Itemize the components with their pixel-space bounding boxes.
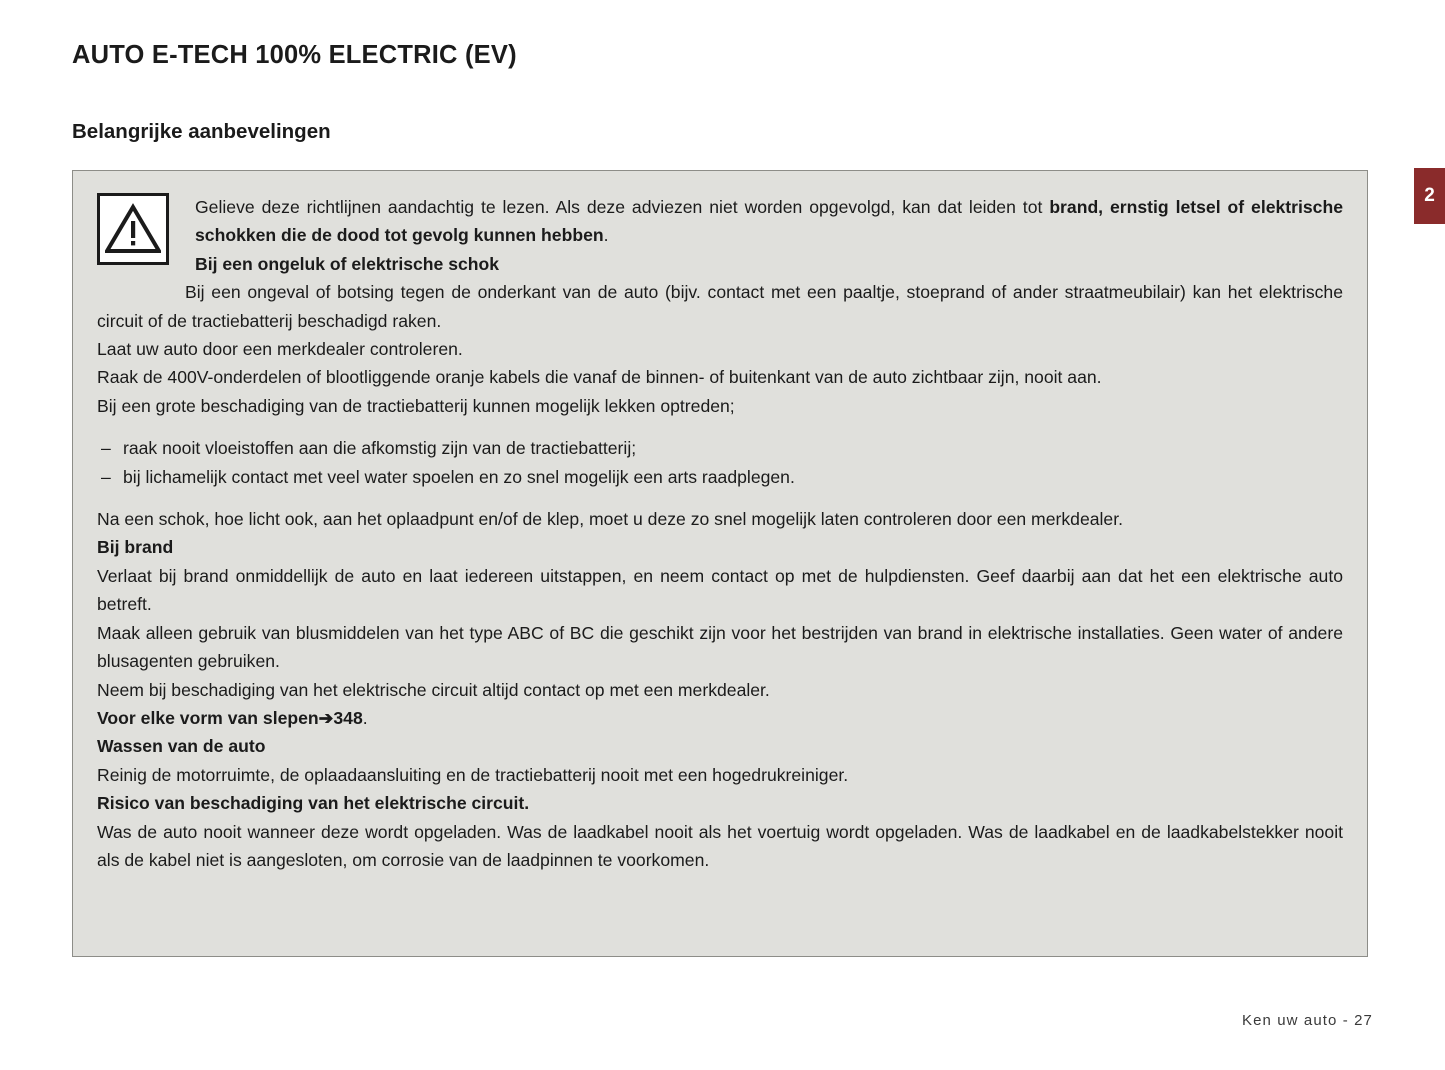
towing-page-number: 348 — [333, 707, 363, 728]
intro-paragraph — [195, 193, 1343, 250]
paragraph-leaks: Bij een grote beschadiging van de tractiebatterij kunnen mogelijk lekken optreden; — [97, 395, 735, 416]
heading-fire: Bij brand — [97, 537, 174, 558]
heading-wash: Wassen van de auto — [97, 736, 266, 757]
intro-plain-text: Gelieve deze richtlijnen aandachtig te lezen. Als deze adviezen niet worden opgevolgd, kan dat leiden tot — [195, 197, 1050, 217]
chapter-tab: 2 — [1414, 168, 1445, 224]
towing-label: Voor elke vorm van slepen — [97, 707, 319, 728]
warning-triangle-icon — [97, 193, 169, 265]
list-item — [101, 463, 1343, 491]
intro-bold-text: brand, ernstig letsel of elektrische schokken die de dood tot gevolg kunnen hebben — [195, 197, 1343, 246]
bullet-list — [97, 434, 1343, 491]
paragraph-dealer-check: Laat uw auto door een merkdealer controleren. — [97, 339, 463, 360]
warning-text-top — [195, 193, 1343, 278]
bullet-marker: – — [101, 438, 111, 459]
paragraph-fire-1: Verlaat bij brand onmiddellijk de auto en laat iedereen uitstappen, en neem contact op met de hulpdiensten. Geef daarbij aan dat het een elektrische auto betreft. — [97, 565, 1343, 615]
paragraph-wash-2: Was de auto nooit wanneer deze wordt opgeladen. Was de laadkabel nooit als het voertuig wordt opgeladen. Was de laadkabel en de laadkabelstekker nooit als de kabel niet is aangesloten, om corrosie van de laadpinnen te voorkomen. — [97, 821, 1343, 870]
bullet-marker: – — [101, 466, 111, 487]
warning-callout-box — [72, 170, 1368, 957]
paragraph-fire-2: Maak alleen gebruik van blusmiddelen van het type ABC of BC die geschikt zijn voor het bestrijden van brand in elektrische installaties. Geen water of andere blusagenten gebruiken. — [97, 622, 1343, 672]
heading-accident: Bij een ongeluk of elektrische schok — [195, 253, 500, 274]
arrow-right-icon: ➔ — [318, 707, 334, 728]
warning-text-body — [97, 278, 1343, 874]
page-footer: Ken uw auto - 27 — [1241, 1012, 1373, 1029]
towing-reference — [97, 704, 1343, 732]
section-heading: Belangrijke aanbevelingen — [72, 120, 331, 143]
paragraph-fire-3: Neem bij beschadiging van het elektrische circuit altijd contact op met een merkdealer. — [97, 679, 770, 700]
paragraph-shock: Na een schok, hoe licht ook, aan het oplaadpunt en/of de klep, moet u deze zo snel mogelijk laten controleren door een merkdealer. — [97, 509, 1123, 530]
page-title: AUTO E-TECH 100% ELECTRIC (EV) — [72, 41, 517, 69]
towing-period: . — [362, 707, 368, 728]
paragraph-400v: Raak de 400V-onderdelen of blootliggende oranje kabels die vanaf de binnen- of buitenkant van de auto zichtbaar zijn, nooit aan. — [97, 367, 1102, 388]
paragraph-accident: Bij een ongeval of botsing tegen de onderkant van de auto (bijv. contact met een paaltje, stoeprand of ander straatmeubilair) kan het elektrische circuit of de tractiebatterij beschadigd raken. — [97, 282, 1343, 331]
risk-statement: Risico van beschadiging van het elektrische circuit. — [97, 793, 530, 814]
list-item — [101, 434, 1343, 462]
list-item-label: bij lichamelijk contact met veel water spoelen en zo snel mogelijk een arts raadplegen. — [123, 466, 795, 487]
intro-end-text: . — [603, 225, 609, 246]
paragraph-wash-1: Reinig de motorruimte, de oplaadaansluiting en de tractiebatterij nooit met een hogedrukreiniger. — [97, 764, 849, 785]
list-item-label: raak nooit vloeistoffen aan die afkomstig zijn van de tractiebatterij; — [123, 438, 637, 459]
